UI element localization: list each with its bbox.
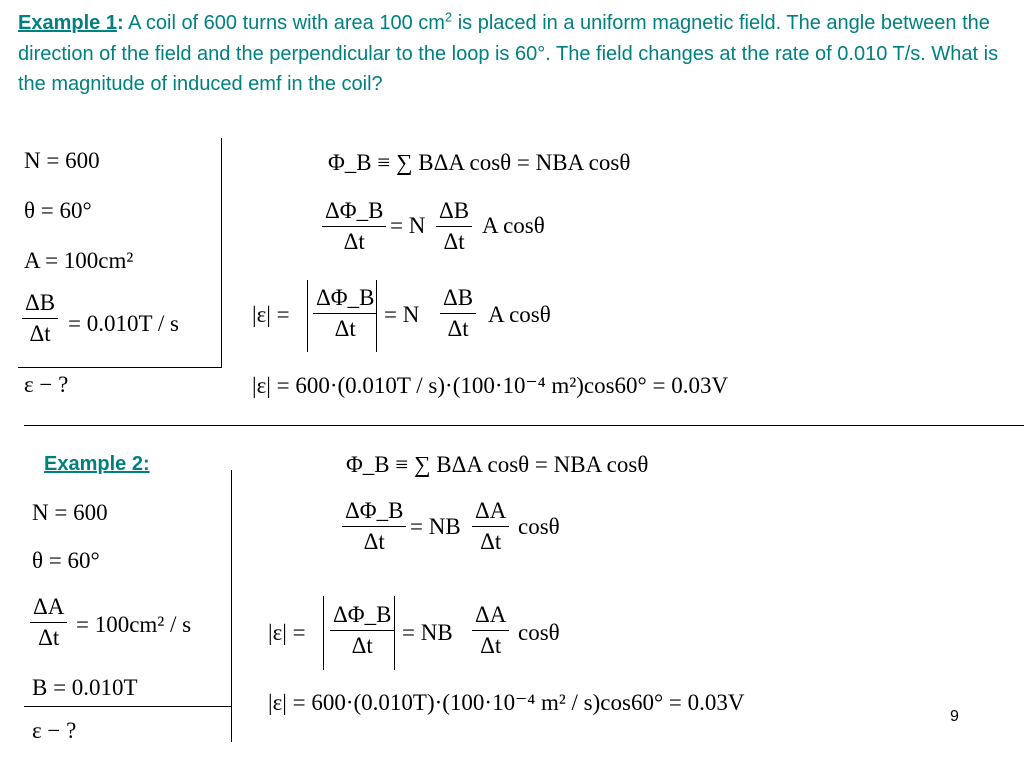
example2-given-rate: = 100cm² / s — [76, 612, 192, 637]
example1-equation-result: |ε| = 600·(0.010T / s)·(100·10⁻⁴ m²)cos60° = 0.03V — [252, 373, 729, 398]
example1-eq3-mid: = N — [384, 302, 420, 327]
example1-given-db: ΔB — [22, 290, 58, 319]
example1-eq3-rhs — [440, 285, 476, 342]
example2-eq2-rhs — [472, 498, 509, 555]
example1-givens-underline — [18, 367, 222, 368]
example1-eq2-tail: A cosθ — [482, 213, 545, 238]
example1-givens-divider — [221, 138, 222, 368]
example2-eq3-den: Δt — [351, 633, 373, 658]
example1-label: Example 1 — [18, 12, 117, 34]
example2-eq3-rhs-num: ΔA — [472, 602, 509, 631]
example1-eq3-frac — [313, 285, 377, 342]
page-number: 9 — [950, 708, 959, 725]
example1-eq3-rhs-num: ΔB — [440, 285, 476, 314]
example2-given-emf: ε − ? — [32, 718, 77, 743]
example1-text-sup: 2 — [444, 9, 453, 25]
example1-given-dt: Δt — [29, 321, 51, 346]
example2-eq3-mid: = NB — [402, 620, 453, 645]
example2-given-da: ΔA — [30, 594, 67, 623]
example1-colon: : — [116, 12, 124, 34]
example2-eq2-lhs — [342, 498, 406, 555]
example1-eq2-mid: = N — [390, 213, 426, 238]
example2-eq2-rhs-num: ΔA — [472, 498, 509, 527]
example2-given-n: N = 600 — [32, 500, 108, 525]
example1-given-db-dt — [22, 290, 58, 347]
example1-eq3-den: Δt — [334, 316, 356, 341]
example2-eq3-abs-right — [394, 596, 395, 670]
examples-separator — [24, 425, 1024, 426]
example1-problem-statement — [18, 8, 1008, 100]
example1-eq2-lhs-den: Δt — [343, 229, 365, 254]
example2-eq2-tail: cosθ — [518, 514, 560, 539]
example1-eq3-rhs-den: Δt — [447, 316, 469, 341]
example2-label: Example 2: — [44, 453, 150, 475]
example2-eq3-rhs-den: Δt — [480, 633, 502, 658]
example1-eq3-abs-left — [307, 280, 308, 352]
example2-givens-divider — [231, 470, 232, 742]
example1-text-b: is placed in a uniform magnetic field. The angle between the direction of the field and the perpendicular to the loop is 60°. The field changes at the rate of 0.010 T/s. What is the magnitude of induced emf in the coil? — [18, 12, 999, 95]
example1-eq2-rhs — [436, 198, 472, 255]
example1-eq2-lhs — [322, 198, 386, 255]
example2-given-dt: Δt — [38, 625, 60, 650]
example2-equation-flux: Φ_B ≡ ∑ BΔA cosθ = NBA cosθ — [346, 452, 649, 477]
example2-eq3-rhs — [472, 602, 509, 659]
example2-eq3-lhs: |ε| = — [268, 620, 306, 645]
example2-eq3-abs-left — [323, 596, 324, 670]
example1-given-n: N = 600 — [24, 148, 100, 173]
example1-given-theta: θ = 60° — [24, 198, 92, 223]
example2-eq2-lhs-den: Δt — [363, 529, 385, 554]
example1-eq3-num: ΔΦ_B — [313, 285, 377, 314]
example2-eq2-lhs-num: ΔΦ_B — [342, 498, 406, 527]
example1-eq3-lhs: |ε| = — [252, 302, 290, 327]
example1-eq2-lhs-num: ΔΦ_B — [322, 198, 386, 227]
example1-eq3-abs-right — [376, 280, 377, 352]
example2-given-theta: θ = 60° — [32, 548, 100, 573]
example1-given-area: A = 100cm² — [24, 248, 134, 273]
example1-eq2-rhs-num: ΔB — [436, 198, 472, 227]
example2-eq3-num: ΔΦ_B — [330, 602, 394, 631]
example2-given-da-dt — [30, 594, 67, 651]
example1-eq2-rhs-den: Δt — [443, 229, 465, 254]
example2-equation-result: |ε| = 600·(0.010T)·(100·10⁻⁴ m² / s)cos60° = 0.03V — [268, 690, 745, 715]
example2-eq2-rhs-den: Δt — [480, 529, 502, 554]
example1-eq3-tail: A cosθ — [488, 302, 551, 327]
example2-eq3-frac — [330, 602, 394, 659]
example1-given-emf: ε − ? — [24, 372, 69, 397]
example2-givens-underline — [24, 706, 232, 707]
example1-given-rate: = 0.010T / s — [68, 311, 179, 336]
example1-equation-flux: Φ_B ≡ ∑ BΔA cosθ = NBA cosθ — [328, 150, 631, 175]
example2-eq2-mid: = NB — [410, 514, 461, 539]
example1-text-a: A coil of 600 turns with area 100 cm — [123, 12, 445, 34]
example2-eq3-tail: cosθ — [518, 620, 560, 645]
example2-given-b: B = 0.010T — [32, 675, 138, 700]
